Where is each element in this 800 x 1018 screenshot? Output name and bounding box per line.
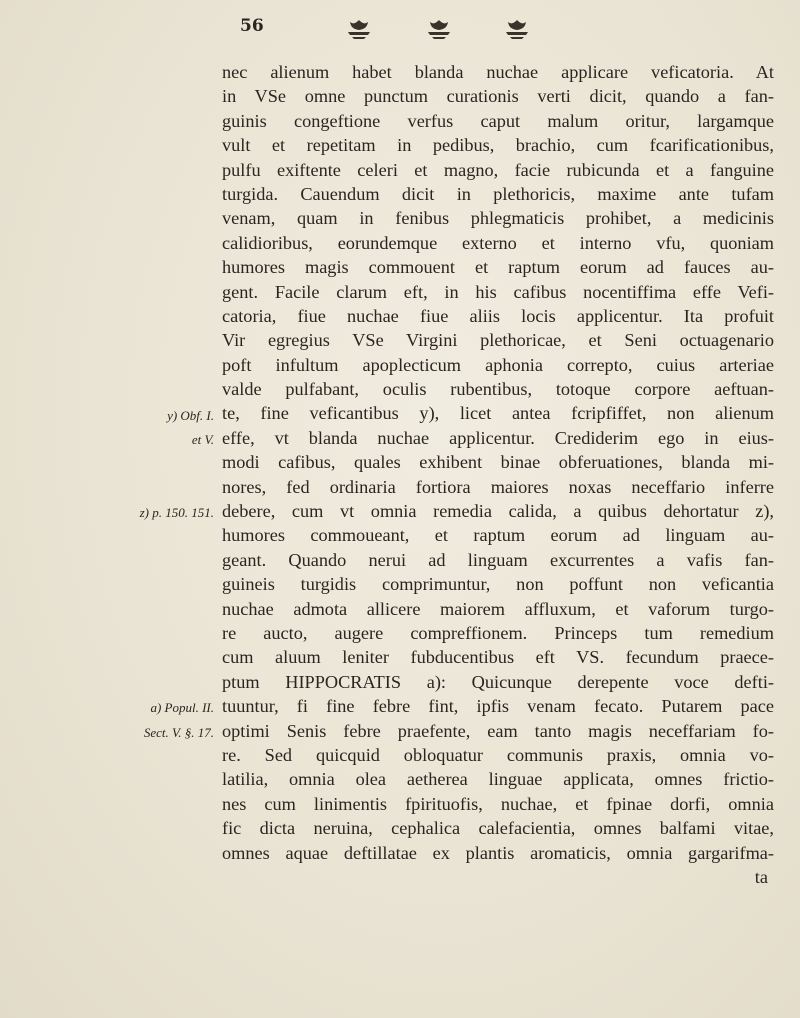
text-line: vult et repetitam in pedibus, brachio, cum fcarificationibus,	[222, 135, 774, 156]
text-line: nec alienum habet blanda nuchae applicare veficatoria. At	[222, 62, 774, 82]
text-line: cum aluum leniter fubducentibus eft VS. fecundum praece-	[222, 647, 774, 668]
text-line: tuuntur, fi fine febre fint, ipfis venam fecato. Putarem pace	[222, 696, 774, 717]
text-line: re aucto, augere compreffionem. Princeps tum remedium	[222, 622, 774, 643]
text-line: te, fine veficantibus y), licet antea fcripfiffet, non alienum	[222, 403, 774, 424]
page-number: 56	[240, 16, 264, 36]
text-line: modi cafibus, quales exhibent binae obferuationes, blanda mi-	[222, 452, 774, 473]
margin-note: z) p. 150. 151.	[139, 505, 214, 521]
text-line: guinis congeftione verfus caput malum oritur, largamque	[222, 110, 774, 131]
text-line: debere, cum vt omnia remedia calida, a quibus dehortatur z),	[222, 501, 774, 522]
fleuron-icon	[344, 18, 374, 40]
text-line: catoria, fiue nuchae fiue aliis locis applicentur. Ita profuit	[222, 305, 774, 326]
text-line: re. Sed quicquid obloquatur communis praxis, omnia vo-	[222, 744, 774, 765]
fleuron-icon	[502, 18, 532, 40]
text-line: geant. Quando nerui ad linguam excurrentes a vafis fan-	[222, 549, 774, 570]
text-line: turgida. Cauendum dicit in plethoricis, maxime ante tufam	[222, 183, 774, 204]
text-line: pulfu exiftente celeri et magno, facie rubicunda et a fanguine	[222, 159, 774, 180]
margin-note: y) Obf. I.	[167, 407, 214, 423]
text-line: ptum HIPPOCRATIS a): Quicunque derepente voce defti-	[222, 671, 774, 692]
text-line: fic dicta neruina, cephalica calefacientia, omnes balfami vitae,	[222, 818, 774, 839]
text-line: optimi Senis febre praefente, eam tanto magis neceffariam fo-	[222, 720, 774, 741]
margin-note: a) Popul. II.	[150, 700, 214, 716]
text-line: calidioribus, eorundemque externo et interno vfu, quoniam	[222, 232, 774, 253]
text-line: poft infultum apoplecticum aphonia correpto, cuius arteriae	[222, 354, 774, 375]
text-line: gent. Facile clarum eft, in his cafibus nocentiffima effe Vefi-	[222, 281, 774, 302]
text-line: nuchae admota allicere maiorem affluxum, et vaforum turgo-	[222, 598, 774, 619]
text-line: omnes aquae deftillatae ex plantis aromaticis, omnia gargarifma-	[222, 842, 774, 863]
text-line: Vir egregius VSe Virgini plethoricae, et Seni octuagenario	[222, 330, 774, 351]
margin-note: Sect. V. §. 17.	[143, 724, 214, 740]
text-line: effe, vt blanda nuchae applicentur. Crediderim ego in eius-	[222, 427, 774, 448]
text-line: humores commoueant, et raptum eorum ad linguam au-	[222, 525, 774, 546]
text-line: nores, fed ordinaria fortiora maiores noxas neceffario inferre	[222, 476, 774, 497]
text-line: venam, quam in fenibus phlegmaticis prohibet, a medicinis	[222, 208, 774, 229]
text-line: valde pulfabant, oculis rubentibus, totoque corpore aeftuan-	[222, 379, 774, 400]
text-line: humores magis commouent et raptum eorum ad fauces au-	[222, 257, 774, 278]
text-line: in VSe omne punctum curationis verti dicit, quando a fan-	[222, 86, 774, 107]
text-line: nes cum linimentis fpirituofis, nuchae, et fpinae dorfi, omnia	[222, 793, 774, 814]
text-line: guineis turgidis comprimuntur, non poffunt non veficantia	[222, 574, 774, 595]
text-line: latilia, omnia olea aetherea linguae applicata, omnes frictio-	[222, 769, 774, 790]
catchword: ta	[754, 866, 768, 887]
body-text	[222, 60, 774, 889]
fleuron-icon	[424, 18, 454, 40]
page-header	[240, 12, 600, 52]
margin-note: et V.	[191, 432, 214, 447]
